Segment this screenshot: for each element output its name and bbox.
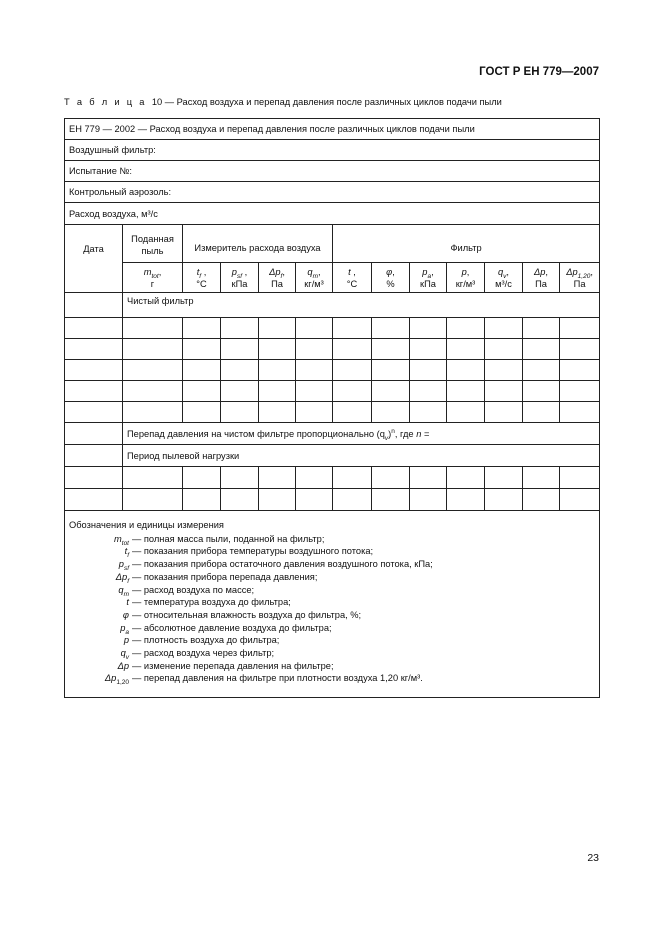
column-header: $q_v$, м³/с (485, 263, 523, 293)
note-item: $q_m$ — расход воздуха по массе; (118, 584, 255, 598)
note-item: $t_f$ — показания прибора температуры воздушного потока; (124, 546, 374, 560)
fed-dust-header: Поданная пыль (123, 225, 183, 263)
table-row (65, 339, 600, 360)
table-row (65, 402, 600, 423)
column-header: Δp, Па (523, 263, 560, 293)
column-header: t , °С (333, 263, 372, 293)
column-header: p, кг/м³ (447, 263, 485, 293)
note-item: $\Delta p_{1,20}$ — перепад давления на фильтре при плотности воздуха 1,20 кг/м³. (104, 673, 423, 687)
column-header: $p_{sf}$ , кПа (221, 263, 259, 293)
page-number: 23 (587, 852, 599, 864)
table-row (65, 489, 600, 511)
column-header: $m_{tot}$, г (123, 263, 183, 293)
control-aerosol-field: Контрольный аэрозоль: (65, 182, 600, 203)
column-header: φ, % (372, 263, 410, 293)
note-item: $p_a$ — абсолютное давление воздуха до фильтра; (120, 622, 332, 636)
note-item: $m_{tot}$ — полная масса пыли, поданной на фильтр; (114, 533, 325, 547)
measurement-table (64, 118, 600, 698)
date-header: Дата (65, 225, 123, 293)
note-item: t — температура воздуха до фильтра; (126, 597, 291, 608)
date-cell (65, 445, 123, 467)
notes-title: Обозначения и единицы измерения (69, 520, 224, 530)
table-caption (64, 97, 502, 107)
clean-filter-label: Чистый фильтр (123, 293, 600, 318)
note-item: $\Delta p_f$ — показания прибора перепада давления; (115, 571, 318, 585)
test-number-field: Испытание №: (65, 161, 600, 182)
note-item: φ — относительная влажность воздуха до фильтра, %; (122, 609, 362, 620)
column-header: $\Delta p_f$, Па (259, 263, 296, 293)
caption-label: Т а б л и ц а (64, 97, 147, 107)
caption-text: 10 — Расход воздуха и перепад давления после различных циклов подачи пыли (151, 97, 502, 107)
units-header-row (65, 263, 600, 293)
document-code: ГОСТ Р ЕН 779—2007 (479, 66, 599, 78)
dust-period-label: Период пылевой нагрузки (123, 445, 600, 467)
table-row (65, 381, 600, 402)
flow-meter-header: Измеритель расхода воздуха (183, 225, 333, 263)
note-item: p — плотность воздуха до фильтра; (123, 635, 280, 646)
table-row (65, 467, 600, 489)
date-cell (65, 423, 123, 445)
note-item: $p_{sf}$ — показания прибора остаточного давления воздушного потока, кПа; (118, 559, 433, 572)
date-cell (65, 293, 123, 318)
column-header: $\Delta p_{1,20}$, Па (560, 263, 600, 293)
filter-header: Фильтр (333, 225, 600, 263)
air-flow-field: Расход воздуха, м³/с (65, 203, 600, 225)
air-filter-field: Воздушный фильтр: (65, 140, 600, 161)
proportional-row: Перепад давления на чистом фильтре пропорционально $(q_v)^n$, где n = (123, 423, 600, 445)
legend-notes (65, 511, 600, 698)
column-header: $t_f$ , °С (183, 263, 221, 293)
note-item: $q_v$ — расход воздуха через фильтр; (120, 648, 275, 661)
table-row (65, 318, 600, 339)
note-item: Δp — изменение перепада давления на фильтре; (117, 660, 334, 671)
table-row (65, 360, 600, 381)
column-header: $q_m$, кг/м³ (296, 263, 333, 293)
table-title-row: ЕН 779 — 2002 — Расход воздуха и перепад давления после различных циклов подачи пыли (65, 119, 600, 140)
column-header: $p_a$, кПа (410, 263, 447, 293)
